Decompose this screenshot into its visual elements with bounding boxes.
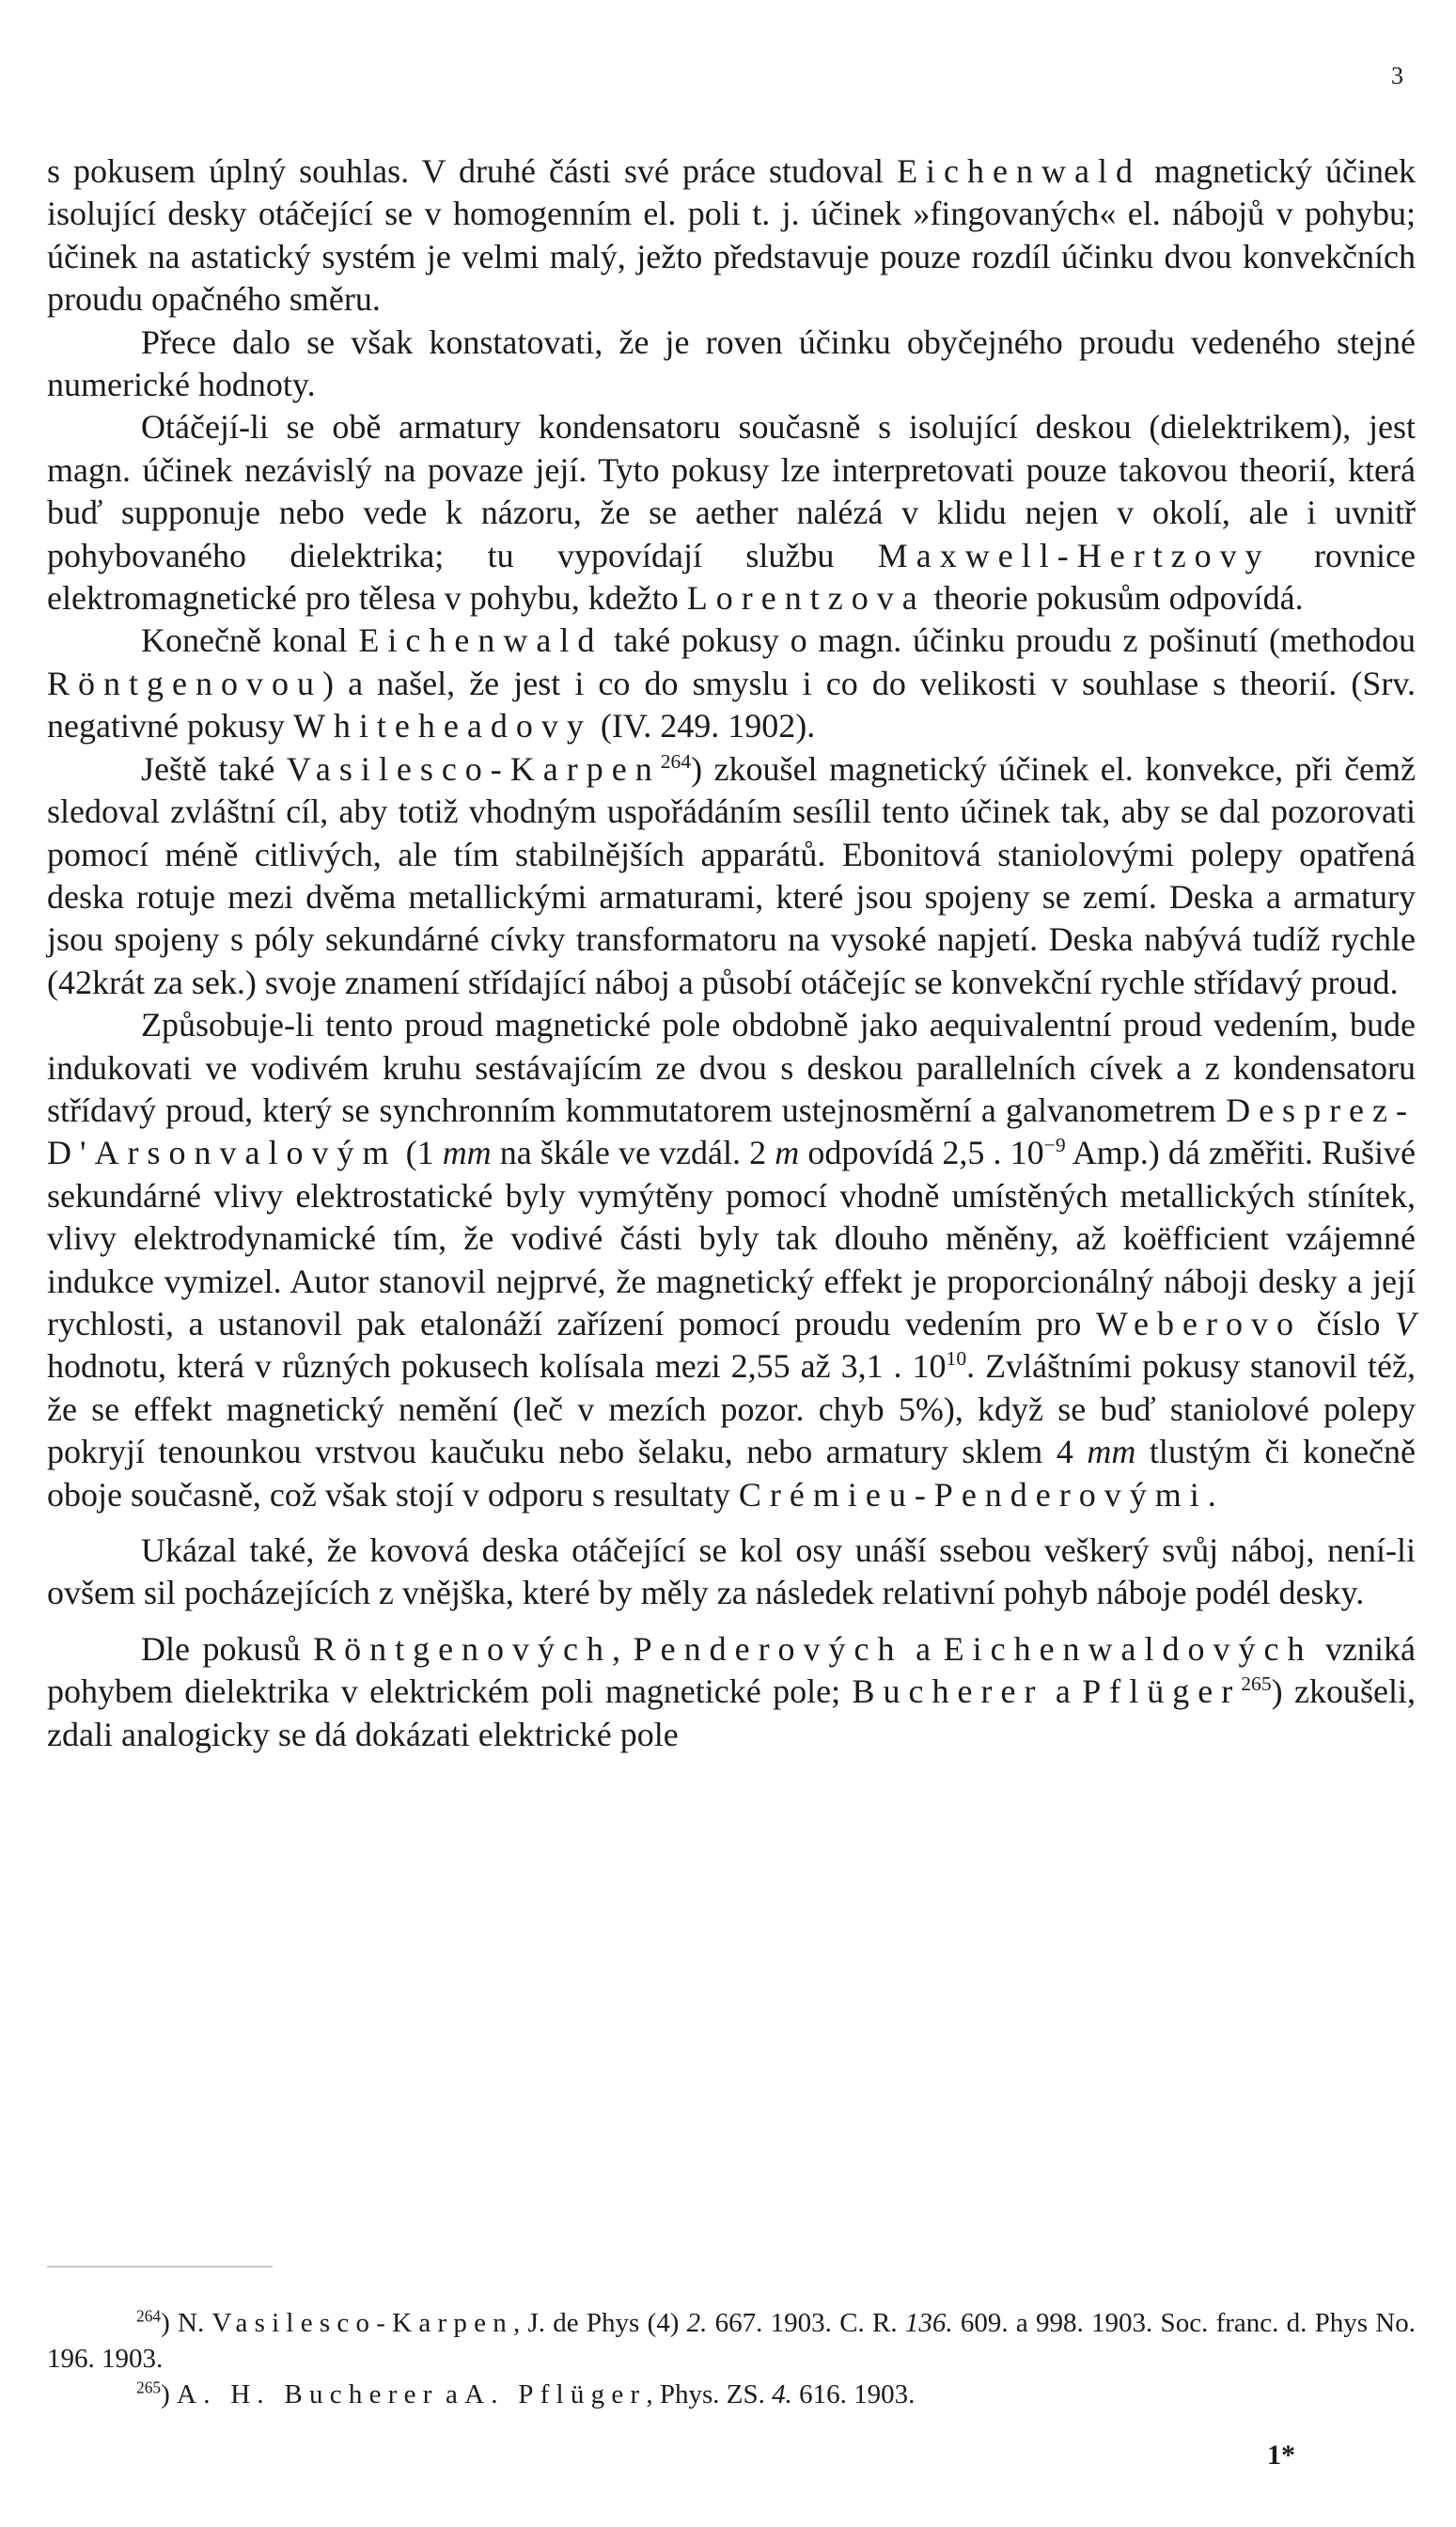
italic-text: 4. [772,2379,792,2409]
paragraph [47,322,1416,407]
spaced-name: Eichenwald [358,621,603,660]
text-run: také pokusy o magn. účinku proudu z pošinutí (methodou [603,621,1416,660]
text-run: ) zkoušel magnetický účinek el. konvekce, při čemž sledoval zvláštní cíl, aby totiž vhodným uspořádáním sesílil tento účinek tak, aby se dal pozorovati pomocí méně citlivých, ale tím stabilnějších apparátů. Ebonitová staniolovými polepy opatřená deska rotuje mezi dvěma metallickými armaturami, které jsou spojeny se zemí. Deska a armatury jsou spojeny s póly sekundárné cívky transformatoru na vysoké napjetí. Deska nabývá tudíž rychle (42krát za sek.) svoje znamení střídající náboj a působí otáčejíc se konvekční rychle střídavý proud. [47,749,1417,1001]
text-run: Ještě také [141,749,287,788]
footnote [47,2377,1416,2412]
footnotes [47,2305,1416,2412]
italic-text: 2. [686,2308,708,2338]
text-run: rovnice elektromagnetické pro tělesa v pohybu, kdežto [47,536,1416,618]
spaced-name: Penderových [633,1629,903,1668]
spaced-name: Lorentzova [686,579,926,618]
spaced-name: Weberovo [1095,1304,1302,1342]
text-run: hodnotu, která v různých pokusech kolísala mezi 2,55 až 3,1 . 10 [47,1347,947,1386]
text-run: Přece dalo se však konstatovati, že je roven účinku obyčejného proudu vedeného stejné numerické hodnoty. [47,322,1416,404]
text-run: vzniká pohybem dielektrika v elektrickém poli magnetické pole; [47,1629,1416,1711]
italic-text: m [775,1134,800,1172]
text-run: Amp.) dá změřiti. Rušivé sekundárné vlivy elektrostatické byly vymýtěny pomocí vhodně umístěných metallických stínítek, vlivy elektrodynamické tím, že vodivé části byly tak dlouho měněny, až koëfficient vzájemné indukce vymizel. Autor stanovil nejprvé, že magnetický effekt je proporcionálný náboji desky a její rychlosti, a ustanovil pak etalonáží zařízení pomocí proudu vedením pro [47,1134,1417,1342]
italic-text: mm [442,1134,492,1172]
text-run: 616. 1903. [791,2379,916,2409]
signature-mark: 1* [1267,2440,1295,2471]
paragraph [47,748,1416,1004]
text-run: magnetický účinek isolující desky otáčející se v homogenním el. poli t. j. účinek »fingovaných« el. nábojů v pohybu; účinek na astatický systém je velmi malý, ježto představuje pouze rozdíl účinku dvou konvekčních proudu opačného směru. [47,152,1417,319]
text-run: tlustým či konečně oboje současně, což však stojí v odporu s resultaty [47,1433,1416,1514]
reference-superscript: 265 [1241,1672,1272,1696]
text-run: , [612,1629,634,1668]
body-text [47,150,1416,1756]
spaced-name: Maxwell-Hertzovy [877,536,1271,574]
text-run: . [1207,1475,1216,1514]
paragraph [47,1628,1416,1756]
spaced-name: Bucherer [852,1672,1044,1711]
italic-text: mm [1087,1433,1136,1471]
text-run: Ukázal také, že kovová deska otáčející se kol osy unáší ssebou veškerý svůj náboj, není-li ovšem sil pocházejících z vnějška, které by měly za následek relativní pohyb náboje podél desky. [47,1531,1416,1612]
footnote [47,2305,1416,2377]
spaced-name: Eichenwald [897,152,1141,190]
text-run: (1 [397,1134,443,1172]
reference-superscript: −9 [1043,1134,1066,1157]
paragraph [47,1004,1416,1516]
spaced-name: Crémieu-Penderovými [738,1475,1208,1514]
text-run: 667. 1903. C. R. [707,2308,905,2338]
text-run: , J. de Phys (4) [513,2308,687,2338]
spaced-name: Vasilesco-Karpen [286,749,661,788]
text-run: na škále ve vzdál. 2 [491,1134,775,1172]
spaced-name: Whiteheadovy [292,707,592,746]
text-run: a [1043,1672,1083,1711]
paragraph [47,406,1416,620]
paragraph [47,150,1416,322]
text-run: . Zvláštními pokusy stanovil též, že se effekt magnetický nemění (leč v mezích pozor. chyb 5%), když se buď staniolové polepy pokryjí tenounkou vrstvou kaučuku nebo šelaku, nebo armatury sklem 4 [47,1347,1416,1471]
spaced-name: Eichenwaldových [943,1629,1313,1668]
text-run: Otáčejí-li se obě armatury kondensatoru současně s isolující deskou (dielektrikem), jest magn. účinek nezávislý na povaze její. Tyto pokusy lze interpretovati pouze takovou theorií, která buď supponuje nebo vede k názoru, že se aether nalézá v klidu nejen v okolí, ale i uvnitř pohybovaného dielektrika; tu vypovídají službu [47,408,1416,574]
italic-text: V [1395,1304,1416,1342]
text-run: a [438,2379,465,2409]
text-run: číslo [1301,1304,1395,1342]
paragraph [47,620,1416,747]
text-run: Dle pokusů [141,1629,314,1668]
spaced-name: Röntgenovou [47,664,322,702]
text-run: (IV. 249. 1902). [591,707,816,746]
spaced-name: A. H. Bucherer [177,2379,439,2409]
footnote-divider [47,2266,273,2268]
spaced-name: Desprez-D'Arsonvalovým [47,1091,1416,1172]
text-run: ) N. [161,2308,212,2338]
text-run: s pokusem úplný souhlas. V druhé části své práce studoval [47,152,898,190]
text-run: 609. a 998. 1903. Soc. franc. d. Phys No. 196. 1903. [47,2308,1417,2374]
italic-text: 136. [904,2308,953,2338]
reference-superscript: 264 [136,2306,162,2326]
text-run: odpovídá 2,5 . 10 [799,1134,1044,1172]
reference-superscript: 10 [946,1347,967,1371]
spaced-name: Röntgenových [313,1629,613,1668]
text-run: ) zkoušeli, zdali analogicky se dá dokázati elektrické pole [47,1672,1416,1753]
page-number: 3 [1391,62,1403,89]
text-run: ) a našel, že jest i co do smyslu i co do velikosti v souhlase s theorií. (Srv. negativné pokusy [47,664,1416,746]
text-run: , Phys. ZS. [646,2379,773,2409]
text-run: Způsobuje-li tento proud magnetické pole obdobně jako aequivalentní proud vedením, bude indukovati ve vodivém kruhu sestávajícím ze dvou s deskou parallelních cívek a z kondensatoru střídavý proud, který se synchronním kommutatorem ustejnosměrní a galvanometrem [47,1006,1416,1129]
spaced-name: Vasilesco-Karpen [211,2308,513,2338]
reference-superscript: 264 [660,749,692,773]
spaced-name: Pflüger [1082,1672,1242,1711]
text-run: theorie pokusům odpovídá. [925,579,1304,618]
text-run: Konečně konal [141,621,359,660]
reference-superscript: 265 [136,2378,162,2397]
text-run: ) [161,2379,178,2409]
spaced-name: A. Pflüger [464,2379,647,2409]
text-run: a [902,1629,944,1668]
paragraph [47,1530,1416,1615]
